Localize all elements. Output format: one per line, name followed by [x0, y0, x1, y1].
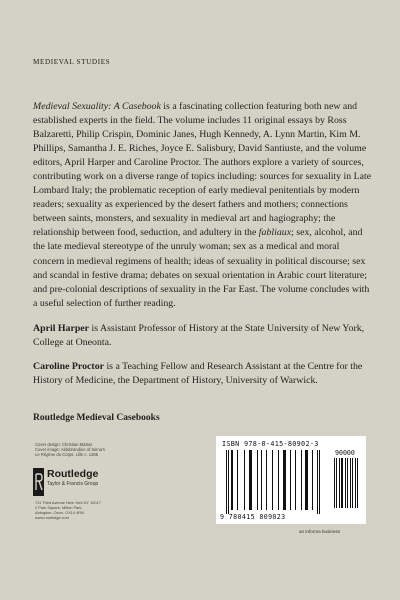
author-name: Caroline Proctor	[33, 361, 104, 372]
description-text: is a fascinating collection featuring both new and established experts in the field. The volume includes 11 original essays by Ross Balzaretti, Philip Crispin, Dominic Janes, Hugh Kennedy, A. Lynn Martin, Kim M. Phillips, Samantha J. E. Riches, Joyce E. Salisbury, David Santiuste, and the volume editors, April Harper and Caroline Proctor. The authors explore a variety of sources, contributing work on a diverse range of topics including: sources for sexuality in Late Lombard Italy; the problematic reception of early medieval penitentials by modern readers; sexuality as experienced by the desert fathers and mothers; connections between saints, monsters, and sexuality in medieval art and hagiography; the relationship between food, seduction, and adultery in the	[33, 101, 372, 239]
barcode-bar	[228, 450, 229, 514]
author-bio-text: is a Teaching Fellow and Research Assistant at the Centre for the History of Medicine, the Department of History, University of Warwick.	[33, 361, 363, 386]
barcode-bar	[226, 450, 227, 514]
barcode-bar	[237, 450, 238, 510]
publisher-address	[35, 500, 101, 520]
addon-bar	[355, 458, 356, 508]
barcode-bar	[283, 450, 286, 510]
author-bio-proctor	[33, 360, 372, 388]
barcode-bar	[272, 450, 273, 510]
barcode-bar	[312, 450, 313, 510]
isbn-number: ISBN 978-0-415-80902-3	[222, 440, 319, 448]
series-name: Routledge Medieval Casebooks	[33, 413, 160, 423]
cover-design-credit: Cover design: Christian Mattos	[35, 442, 93, 447]
fabliaux-term: fabliaux	[258, 227, 292, 239]
price-code: 90000	[335, 449, 355, 457]
author-bio-text: is Assistant Professor of History at the State University of New York, College at Oneonta.	[33, 323, 365, 348]
publisher-name: Routledge	[47, 468, 99, 480]
barcode-bar	[266, 450, 267, 510]
cover-image-credit: Cover image: Aldobrandino of Siena's	[35, 447, 105, 452]
author-name: April Harper	[33, 323, 90, 334]
barcode-digits: 9 780415 809023	[220, 513, 286, 521]
address-line: 2 Park Square, Milton Park,	[35, 505, 83, 510]
addon-bar	[352, 458, 353, 508]
barcode-bar	[317, 450, 318, 514]
barcode-bar	[290, 450, 291, 510]
barcode-bar	[257, 450, 258, 510]
addon-bar	[350, 458, 351, 508]
addon-bar	[341, 458, 343, 508]
book-title: Medieval Sexuality: A Casebook	[33, 101, 161, 112]
cover-credits	[35, 442, 105, 457]
cover-image-credit-cont: Le Régime du Corps, Lille c. 1285	[35, 452, 99, 457]
address-line: Abingdon, Oxon. OX14 4RN	[35, 510, 84, 515]
category-label: MEDIEVAL STUDIES	[33, 58, 111, 66]
address-line: 711 Third Avenue New York NY 10017	[35, 500, 101, 505]
isbn-barcode	[216, 436, 366, 524]
addon-bar	[334, 458, 335, 508]
barcode-bar	[278, 450, 279, 510]
description-text-end: ; sex, alcohol, and the late medieval stereotype of the unruly woman; sex as a medical and moral concern in medieval regimens of health; ideas of sexuality in political discourse; sex and scandal in festive drama; debates on sexual orientation in Arabic court literature; and pre-colonial descriptions of sexuality in the Far East. The volume concludes with a useful selection of further reading.	[33, 227, 370, 309]
barcode-bar	[261, 450, 262, 510]
addon-bar	[357, 458, 358, 508]
barcode-bar	[301, 450, 302, 510]
book-description	[33, 100, 372, 311]
author-bio-harper	[33, 322, 372, 350]
routledge-logo-icon	[33, 468, 44, 496]
publisher-group: Taylor & Francis Group	[47, 481, 99, 487]
barcode-bar	[305, 450, 308, 510]
barcode-bar	[319, 450, 320, 514]
addon-bar	[345, 458, 346, 508]
informa-business-tag: an informa business	[299, 529, 341, 534]
barcode-bar	[244, 450, 245, 510]
barcode-bar	[249, 450, 252, 510]
addon-bar	[336, 458, 337, 508]
addon-bar	[339, 458, 340, 508]
address-line: www.routledge.com	[35, 515, 69, 520]
barcode-bar	[295, 450, 296, 510]
addon-bar	[347, 458, 348, 508]
barcode-bar	[231, 450, 233, 510]
